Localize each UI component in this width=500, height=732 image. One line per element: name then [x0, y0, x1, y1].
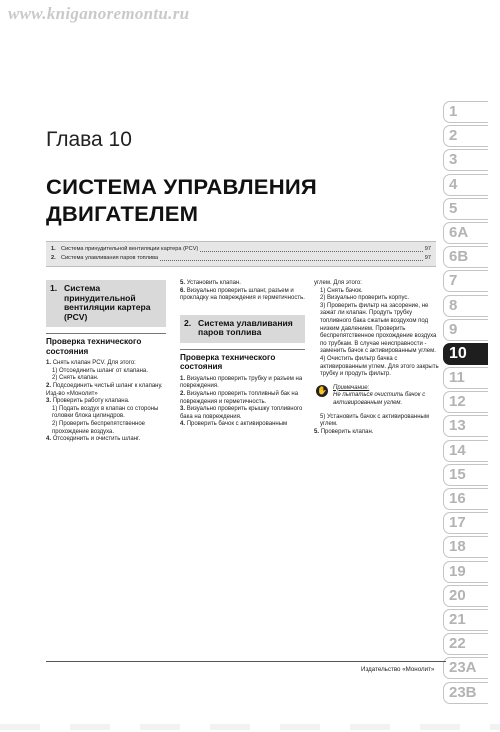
- step-text: углем. Для этого:: [314, 280, 362, 286]
- chapter-tab-3[interactable]: 3: [443, 149, 488, 171]
- chapter-tab-9[interactable]: 9: [443, 319, 488, 341]
- chapter-tab-8[interactable]: 8: [443, 295, 488, 317]
- toc-leader: [160, 254, 423, 261]
- step-line: [180, 280, 305, 288]
- step-line: [314, 303, 439, 356]
- section-1-steps: [46, 360, 166, 444]
- step-number: 3.: [180, 406, 186, 413]
- step-text: 1) Подать воздух в клапан со стороны головки блока цилиндров.: [52, 405, 159, 420]
- watermark: www.kniganoremontu.ru: [8, 4, 190, 23]
- toc-number: 1.: [51, 246, 56, 252]
- step-line: [314, 356, 439, 379]
- step-number: 1.: [180, 375, 186, 382]
- section-1-heading: [46, 280, 166, 327]
- section-1-steps-continued: [180, 280, 305, 303]
- toc-entry[interactable]: [51, 254, 431, 263]
- section-title: Система принудительной вентиляции картера (PCV): [64, 283, 151, 322]
- step-text: 4) Очистить фильтр бачка с активированным углем. Для этого закрыть трубку и продуть фильтр.: [320, 355, 439, 378]
- step-line: [180, 406, 305, 421]
- step-text: Визуально проверить крышку топливного бака на повреждения.: [180, 406, 303, 420]
- chapter-tab-12[interactable]: 12: [443, 391, 488, 413]
- toc-number: 2.: [51, 255, 56, 261]
- step-number: 3.: [46, 398, 52, 405]
- footer-rule: [46, 661, 446, 662]
- step-text: Отсоединить и очистить шланг.: [52, 436, 141, 443]
- chapter-label: Глава 10: [46, 128, 132, 151]
- chapter-tab-7[interactable]: 7: [443, 270, 488, 292]
- section-title: Система улавливания паров топлива: [198, 317, 293, 338]
- step-line: [314, 288, 439, 296]
- chapter-tab-6в[interactable]: 6В: [443, 246, 488, 268]
- step-line: [46, 421, 166, 436]
- section-2-steps-end: [314, 414, 439, 437]
- section-2-subheading: Проверка технического состояния: [180, 349, 305, 372]
- section-1-subheading: Проверка технического состояния: [46, 333, 166, 356]
- section-2-steps: [180, 376, 305, 429]
- step-text: 2) Визуально проверить корпус.: [320, 295, 410, 302]
- chapter-title: СИСТЕМА УПРАВЛЕНИЯ ДВИГАТЕЛЕМ: [46, 176, 317, 226]
- step-text: 2) Снять клапан.: [52, 375, 99, 382]
- chapter-tab-22[interactable]: 22: [443, 633, 488, 655]
- note-text: Не пытаться очистить бачок с активированным углем.: [333, 392, 426, 406]
- chapter-tab-6а[interactable]: 6А: [443, 222, 488, 244]
- chapter-tab-15[interactable]: 15: [443, 464, 488, 486]
- chapter-tabs: [443, 101, 488, 706]
- chapter-tab-17[interactable]: 17: [443, 512, 488, 534]
- chapter-tab-23в[interactable]: 23В: [443, 682, 488, 704]
- step-line: [46, 368, 166, 376]
- page-bottom-edge: [0, 724, 500, 730]
- step-line: [46, 398, 166, 406]
- step-line: [46, 375, 166, 383]
- chapter-tab-20[interactable]: 20: [443, 585, 488, 607]
- note-title: Примечание:: [333, 384, 370, 391]
- step-line: [314, 280, 439, 288]
- step-line: [314, 295, 439, 303]
- chapter-tab-19[interactable]: 19: [443, 561, 488, 583]
- step-number: 1.: [46, 360, 52, 367]
- step-number: 6.: [180, 287, 186, 294]
- note-body: [333, 385, 439, 408]
- step-line: [46, 406, 166, 421]
- chapter-tab-10[interactable]: 10: [443, 343, 488, 365]
- step-line: [46, 360, 166, 368]
- step-text: Установить клапан.: [186, 280, 241, 286]
- chapter-tab-13[interactable]: 13: [443, 415, 488, 437]
- toc-entry[interactable]: [51, 245, 431, 254]
- chapter-tab-2[interactable]: 2: [443, 125, 488, 147]
- hand-stop-icon: ✋: [317, 385, 327, 395]
- step-number: 5.: [180, 280, 186, 286]
- note: [314, 385, 439, 408]
- step-text: Подсоединить чистый шланг к клапану. Изд-во «Монолит»: [46, 382, 163, 397]
- toc-leader: [200, 245, 422, 252]
- toc-label: Система принудительной вентиляции картера (PCV): [61, 246, 199, 252]
- step-text: 3) Проверить фильтр на засорение, не зажат ли клапан. Продуть трубку топливного бака сжатым воздухом под низким давлением. Проверить беспрепятственное прохождение воздуха по трубкам. В случае неисправности - заменить бачок с активированным углем.: [320, 302, 437, 355]
- chapter-tab-16[interactable]: 16: [443, 488, 488, 510]
- step-text: Снять клапан PCV. Для этого:: [52, 360, 136, 367]
- step-line: [180, 376, 305, 391]
- step-text: Проверить клапан.: [320, 428, 374, 435]
- chapter-tab-21[interactable]: 21: [443, 609, 488, 631]
- chapter-contents: [46, 241, 436, 267]
- step-line: [180, 288, 305, 303]
- column-1: [46, 280, 166, 444]
- step-line: [180, 421, 305, 429]
- step-line: [314, 414, 439, 429]
- step-number: 4.: [46, 436, 52, 443]
- chapter-tab-11[interactable]: 11: [443, 367, 488, 389]
- chapter-tab-5[interactable]: 5: [443, 198, 488, 220]
- chapter-tab-14[interactable]: 14: [443, 440, 488, 462]
- step-text: Проверить работу клапана.: [52, 398, 130, 405]
- step-line: [46, 436, 166, 444]
- section-number: 1.: [50, 283, 58, 293]
- step-text: 2) Проверить беспрепятственное прохождение воздуха.: [52, 420, 145, 435]
- step-line: [180, 391, 305, 406]
- toc-label: Система улавливания паров топлива: [61, 255, 159, 261]
- step-text: Визуально проверить трубку и разъем на повреждения.: [180, 375, 303, 390]
- step-number: 5.: [314, 428, 320, 435]
- chapter-tab-23а[interactable]: 23А: [443, 657, 488, 679]
- step-number: 4.: [180, 421, 186, 428]
- step-text: Визуально проверить топливный бак на повреждения и герметичность.: [180, 390, 299, 405]
- step-text: Визуально проверить шланг, разъем и прокладку на повреждения и герметичность.: [180, 287, 305, 302]
- step-line: [46, 383, 166, 398]
- step-text: 1) Отсоединить шланг от клапана.: [52, 367, 148, 374]
- column-3: [314, 280, 439, 436]
- step-number: 2.: [180, 390, 186, 397]
- step-text: Проверить бачок с активированным: [186, 421, 288, 428]
- step-text: 5) Установить бачок с активированным углем.: [320, 413, 429, 428]
- chapter-tab-18[interactable]: 18: [443, 536, 488, 558]
- toc-page: 97: [424, 246, 431, 252]
- column-2: [180, 280, 305, 429]
- toc-page: 97: [424, 255, 431, 261]
- chapter-tab-1[interactable]: 1: [443, 101, 488, 123]
- step-number: 2.: [46, 382, 52, 389]
- publisher-name: Издательство «Монолит»: [361, 666, 435, 673]
- step-text: 1) Снять бачок.: [320, 287, 363, 294]
- section-2-steps-continued: [314, 280, 439, 379]
- section-2-heading: [180, 315, 305, 343]
- section-number: 2.: [184, 317, 192, 328]
- step-line: [314, 429, 439, 437]
- chapter-tab-4[interactable]: 4: [443, 174, 488, 196]
